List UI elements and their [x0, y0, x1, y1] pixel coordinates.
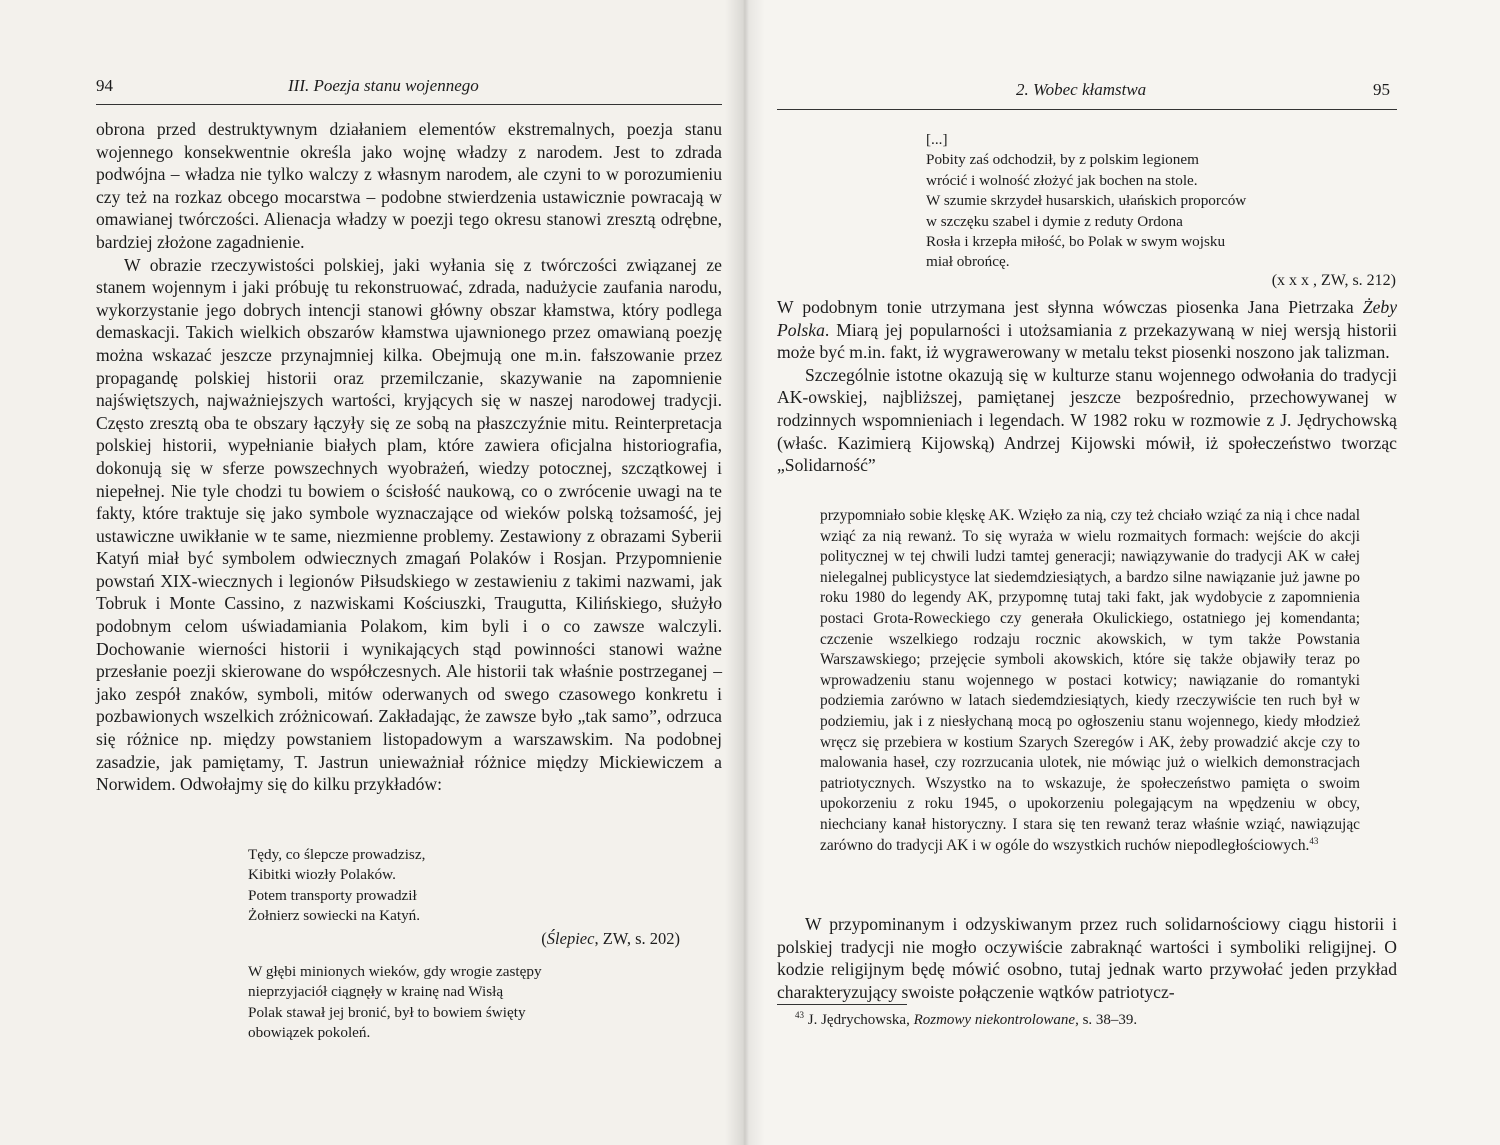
poem-line: W szumie skrzydeł husarskich, ułańskich proporców — [926, 192, 1247, 210]
footnote-ref: 43 — [1309, 835, 1319, 846]
poem-line: Tędy, co ślepcze prowadzisz, — [248, 846, 426, 863]
page-number-right: 95 — [1373, 80, 1390, 99]
running-head-left: III. Poezja stanu wojennego — [288, 76, 479, 95]
paragraph: W obrazie rzeczywistości polskiej, jaki wyłania się z twórczości związanej ze stanem wojennym i jaki próbuję tu rekonstruować, zdrada, nadużycie zaufania narodu, wykorzystanie jego dobrych intencji stanowi główny obszar kłamstwa, który podlega demaskacji. Takich wielkich obszarów kłamstwa ujawnionego przez omawianą poezję można wskazać jeszcze przynajmniej kilka. Obejmują one m.in. fałszowanie przez propagandę polskiej historii oraz przemilczanie, skazywanie na zapomnienie najświętszych, najważniejszych wartości, kryjących się w naszej narodowej tradycji. Często zresztą oba te obszary łączyły się ze sobą na płaszczyźnie mitu. Reinterpretacja polskiej historii, wypełnianie białych plam, które zawiera oficjalna historiografia, dokonują się w sferze powszechnych wyobrażeń, wiedzy potocznej, szczątkowej i niepełnej. Nie tyle chodzi tu bowiem o ścisłość naukową, co o zwrócenie uwagi na te fakty, które traktuje się jako symbole wyznaczające od wieków polską tożsamość, jej ustawiczne uwikłanie w te same, niezmienne problemy. Zestawiony z obrazami Syberii Katyń miał być symbolem odwiecznych zmagań Polaków i Rosjan. Przypomnienie powstań XIX-wiecznych i legionów Piłsudskiego w zestawieniu z takimi nazwami, jak Tobruk i Monte Cassino, z nazwiskami Kościuszki, Traugutta, Kilińskiego, służyło podobnym celom uświadamiania Polakom, kim byli i o co zawsze walczyli. Dochowanie wierności historii i wynikających stąd powinności stanowi ważne przesłanie poezji skierowane do współczesnych. Ale historii tak właśnie postrzeganej – jako zespół znaków, symboli, mitów oderwanych od swego czasowego konkretu i pozbawionych wszelkich zróżnicowań. Zakładając, że zawsze było „tak samo”, odrzuca się różnice np. między powstaniem listopadowym a warszawskim. Na podobnej zasadzie, jak pamiętamy, T. Jastrun unieważniał różnice między Mickiewiczem a Norwidem. Odwołajmy się do kilku przykładów: — [96, 254, 722, 795]
footnote-title: Rozmowy niekontrolowane — [913, 1012, 1076, 1028]
poem-source: (Ślepiec, ZW, s. 202) — [541, 928, 680, 948]
footnote-rule — [777, 1004, 907, 1005]
song-title: Żeby Polska — [777, 297, 1397, 340]
poem-line: W głębi minionych wieków, gdy wrogie zastępy — [248, 963, 542, 980]
poem-line: Kibitki wiozły Polaków. — [248, 866, 396, 884]
header-rule-right — [777, 109, 1397, 110]
poem-line: Potem transporty prowadził — [248, 886, 417, 904]
source-author: Ślepiec — [546, 928, 595, 948]
paragraph: W przypominanym i odzyskiwanym przez ruch solidarnościowy ciągu historii i polskiej tradycji nie mogło oczywiście zabraknąć wartości i symboliki religijnej. O kodzie religijnym będę mówić osobno, tutaj jednak warto przywołać jeden przykład charakteryzujący swoiste połączenie wątków patriotycz- — [777, 914, 1397, 1002]
poem-line: [...] — [926, 131, 948, 148]
poem-line: Rosła i krzepła miłość, bo Polak w swym wojsku — [926, 233, 1226, 251]
footnote: $^{43}$ J. Jędrychowska, Rozmowy niekontrolowane, s. 38–39. — [795, 1010, 1138, 1028]
paragraph: Szczególnie istotne okazują się w kulturze stanu wojennego odwołania do tradycji AK-owskiej, najbliższej, pamiętanej jeszcze bezpośrednio, przechowywanej w rodzinnych wspomnieniach i legendach. W 1982 roku w rozmowie z J. Jędrychowską (właśc. Kazimierą Kijowską) Andrzej Kijowski mówił, iż społeczeństwo tworząc „Solidarność” — [777, 364, 1397, 476]
poem-line: miał obrońcę. — [926, 253, 1010, 271]
poem-xxx — [926, 130, 1396, 291]
poem-line: nieprzyjaciół ciągnęły w krainę nad Wisłą — [248, 983, 504, 1001]
paragraph: W podobnym tonie utrzymana jest słynna wówczas piosenka Jana Pietrzaka Żeby Polska. Miarą jej popularności i utożsamiania z przekazywaną w niej wersją historii może być m.in. fakt, iż wygrawerowany w metalu tekst piosenki noszono jak talizman. — [777, 297, 1397, 363]
header-rule-left — [96, 104, 722, 105]
poem-w-glebi — [248, 962, 680, 1044]
poem-line: Pobity zaś odchodził, by z polskim legionem — [926, 151, 1199, 169]
right-body-text-top — [777, 296, 1397, 477]
poem-line: wrócić i wolność złożyć jak bochen na stole. — [926, 171, 1198, 189]
left-body-text — [96, 118, 722, 796]
poem-line: Żołnierz sowiecki na Katyń. — [248, 907, 421, 925]
kijowski-quote: przypomniało sobie klęskę AK. Wzięło za nią, czy też chciało wziąć za nią i chce nadal wziąć za nią rewanż. To się wyraża w wielu rozmaitych formach: wejście do akcji politycznej w tej chwili ludzi tamtej generacji; nawiązywanie do tradycji AK w całej nielegalnej publicystyce lat siedemdziesiątych, a bardzo silne nawiązanie już jawne po roku 1980 do legendy AK, przypomnę tutaj taki fakt, jak wydobycie z zapomnienia postaci Grota-Roweckiego czy generała Okulickiego, ostatniego jej komendanta; czczenie wszelkiego rodzaju rocznic akowskich, w tym także Powstania Warszawskiego; przejęcie symboli akowskich, które się także objawiły teraz po wprowadzeniu stanu wojennego w postaci kotwicy; nawiązanie do romantyki podziemia zarówno w latach siedemdziesiątych, kiedy rzeczywiście ten ruch był w podziemiu, jak i z niesłychaną mocą po ogłoszeniu stanu wojennego, kiedy młodzież wręcz się przebiera w kostium Szarych Szeregów i AK, żeby prowadzić akcje czy to malowania haseł, czy rozrzucania ulotek, nie mówiąc już o wielkich demonstracjach patriotycznych. Wszystko na to wskazuje, że społeczeństwo pamięta o swoim upokorzeniu z roku 1945, o upokorzeniu polegającym na wpędzeniu w obcy, niechciany kanał historyczny. I stara się ten rewanż teraz właśnie wziąć, nawiązując zarówno do tradycji AK i w ogóle do wszystkich ruchów niepodległościowych.$^{43}$ — [820, 507, 1360, 854]
right-body-text-bottom — [777, 913, 1397, 1003]
page-number-left: 94 — [96, 76, 113, 95]
poem-line: Polak stawał jej bronić, był to bowiem święty — [248, 1003, 526, 1021]
left-page — [0, 0, 745, 1145]
right-page — [745, 0, 1500, 1145]
poem-slepiec — [248, 845, 680, 949]
book-gutter — [725, 0, 765, 1145]
paragraph: obrona przed destruktywnym działaniem elementów ekstremalnych, poezja stanu wojennego konsekwentnie określa jako wojnę władzy z narodem. Jest to zdrada podwójna – władza nie tylko walczy z własnym narodem, ale czyni to w porozumieniu czy też na rozkaz obcego mocarstwa – podobne stwierdzenia ustawicznie powracają w omawianej twórczości. Alienacja władzy w poezji tego okresu stanowi zresztą odrębne, bardziej złożone zagadnienie. — [96, 119, 722, 252]
poem-source: (x x x , ZW, s. 212) — [1271, 271, 1396, 289]
footnote-number: 43 — [795, 1010, 804, 1020]
running-head-right: 2. Wobec kłamstwa — [1016, 80, 1147, 99]
poem-line: obowiązek pokoleń. — [248, 1024, 371, 1042]
poem-line: w szczęku szabel i dymie z reduty Ordona — [926, 212, 1183, 230]
